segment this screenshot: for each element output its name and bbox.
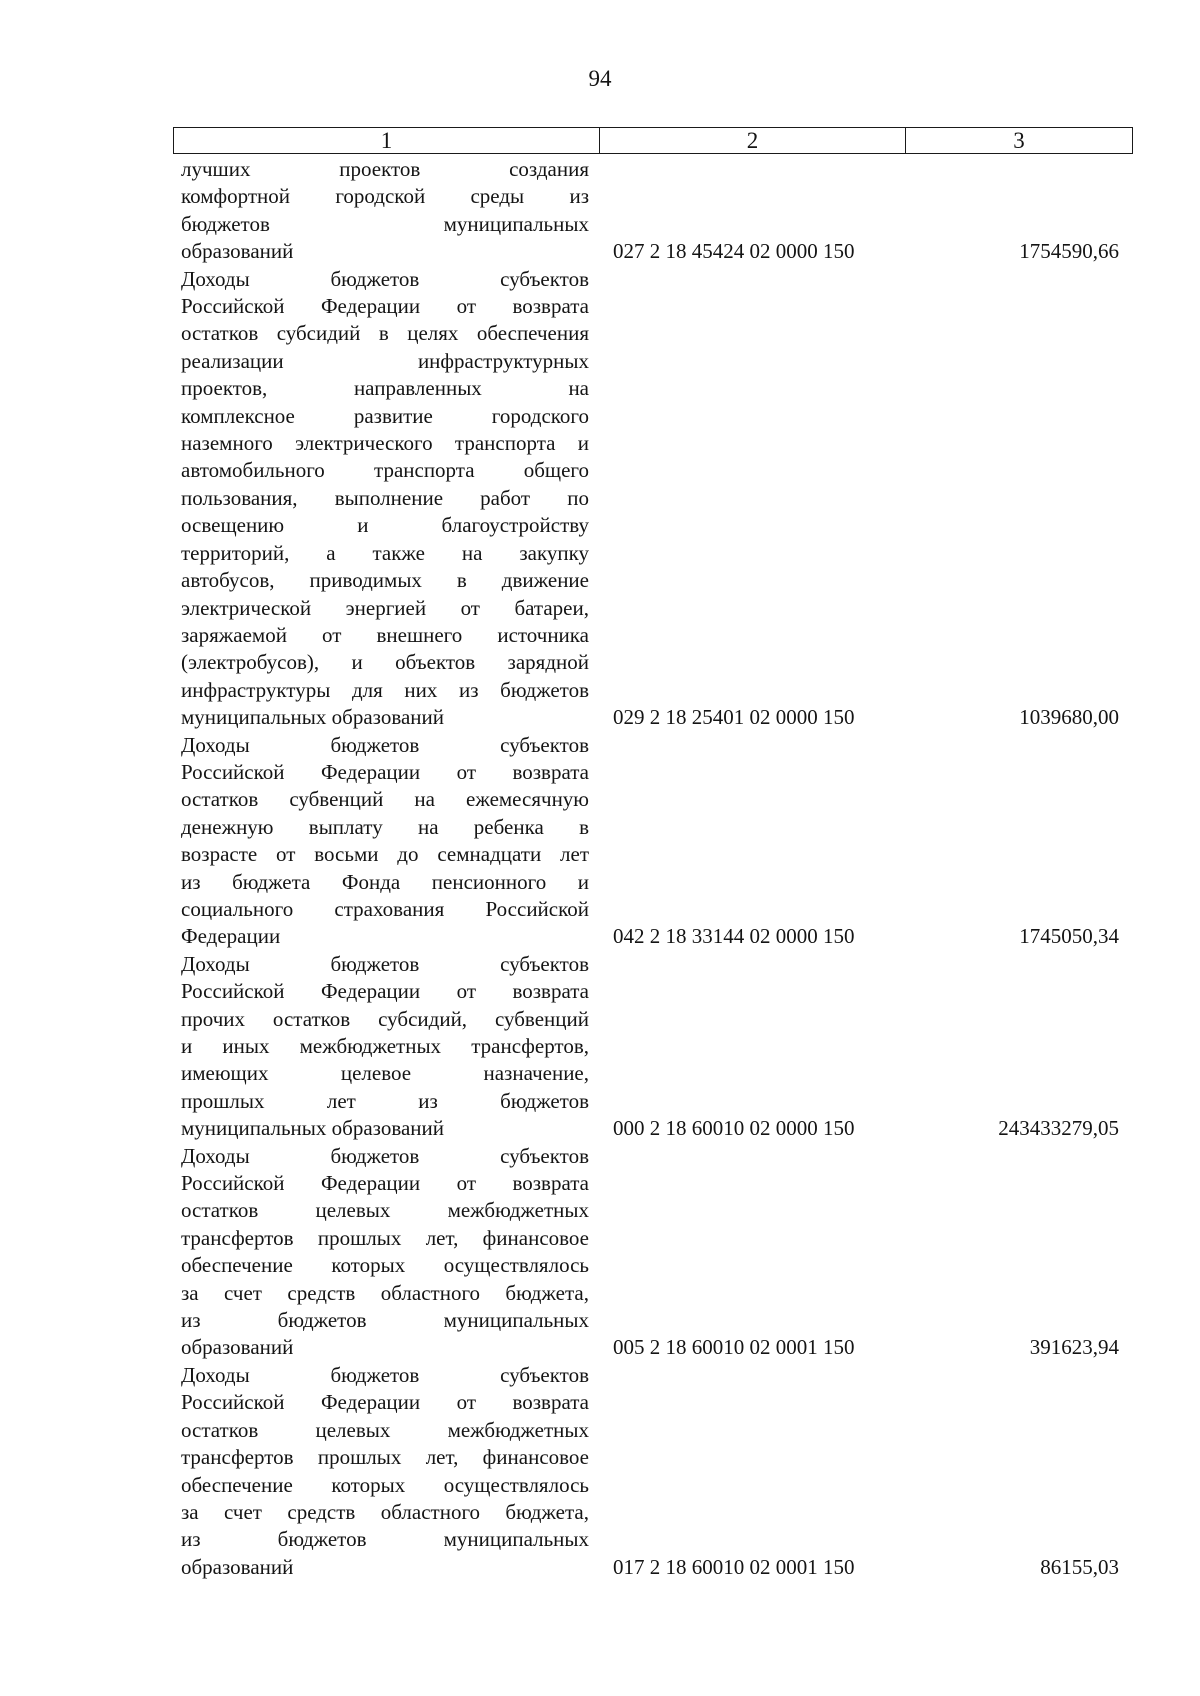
description-line: обеспечение которых осуществлялось xyxy=(181,1472,589,1497)
description-line: Доходы бюджетов субъектов xyxy=(181,1143,589,1168)
row-description xyxy=(181,732,589,951)
header-col-1: 1 xyxy=(174,128,600,153)
description-line: реализации инфраструктурных xyxy=(181,348,589,373)
description-line: (электробусов), и объектов зарядной xyxy=(181,650,589,675)
description-line: остатков целевых межбюджетных xyxy=(181,1198,589,1223)
amount-value: 391623,94 xyxy=(1029,1335,1119,1360)
description-line: трансфертов прошлых лет, финансовое xyxy=(181,1225,589,1250)
row-description xyxy=(181,1362,589,1581)
description-line: из бюджетов муниципальных xyxy=(181,1308,589,1333)
description-line: возрасте от восьми до семнадцати лет xyxy=(181,842,589,867)
description-line: Доходы бюджетов субъектов xyxy=(181,732,589,757)
amount-value: 1039680,00 xyxy=(1019,705,1119,730)
description-line: и иных межбюджетных трансфертов, xyxy=(181,1034,589,1058)
budget-code: 017 2 18 60010 02 0001 150 xyxy=(613,1554,855,1579)
description-line: обеспечение которых осуществлялось xyxy=(181,1253,589,1278)
description-line: наземного электрического транспорта и xyxy=(181,431,589,456)
description-line: Доходы бюджетов субъектов xyxy=(181,951,589,976)
table-row xyxy=(0,732,1200,951)
description-line: трансфертов прошлых лет, финансовое xyxy=(181,1445,589,1470)
description-line: Российской Федерации от возврата xyxy=(181,759,589,784)
description-line: автобусов, приводимых в движение xyxy=(181,568,589,593)
description-line: за счет средств областного бюджета, xyxy=(181,1499,589,1524)
row-description xyxy=(181,1143,589,1362)
description-line: социального страхования Российской xyxy=(181,896,589,921)
description-line: за счет средств областного бюджета, xyxy=(181,1280,589,1305)
description-line: прочих остатков субсидий, субвенций xyxy=(181,1006,589,1031)
description-line: Российской Федерации от возврата xyxy=(181,979,589,1004)
table-header xyxy=(173,127,1133,154)
description-line: муниципальных образований xyxy=(181,1116,444,1141)
table-body xyxy=(0,156,1200,1581)
amount-value: 243433279,05 xyxy=(998,1116,1119,1141)
description-line: образований xyxy=(181,239,294,264)
amount-value: 1745050,34 xyxy=(1019,924,1119,949)
description-line: пользования, выполнение работ по xyxy=(181,485,589,510)
description-line: Доходы бюджетов субъектов xyxy=(181,1362,589,1387)
description-line: Российской Федерации от возврата xyxy=(181,294,589,319)
table-row xyxy=(0,1143,1200,1362)
description-line: из бюджетов муниципальных xyxy=(181,1527,589,1552)
row-description xyxy=(181,266,589,732)
description-line: автомобильного транспорта общего xyxy=(181,458,589,483)
amount-value: 1754590,66 xyxy=(1019,239,1119,264)
description-line: Российской Федерации от возврата xyxy=(181,1171,589,1196)
description-line: остатков субвенций на ежемесячную xyxy=(181,787,589,812)
budget-code: 042 2 18 33144 02 0000 150 xyxy=(613,924,855,949)
table-row xyxy=(0,951,1200,1143)
description-line: территорий, а также на закупку xyxy=(181,540,589,565)
budget-code: 000 2 18 60010 02 0000 150 xyxy=(613,1116,855,1141)
budget-code: 029 2 18 25401 02 0000 150 xyxy=(613,705,855,730)
row-description xyxy=(181,951,589,1143)
budget-code: 027 2 18 45424 02 0000 150 xyxy=(613,239,855,264)
description-line: муниципальных образований xyxy=(181,705,444,730)
description-line: заряжаемой от внешнего источника xyxy=(181,622,589,647)
budget-code: 005 2 18 60010 02 0001 150 xyxy=(613,1335,855,1360)
description-line: освещению и благоустройству xyxy=(181,513,589,538)
description-line: денежную выплату на ребенка в xyxy=(181,814,589,839)
description-line: комфортной городской среды из xyxy=(181,184,589,209)
description-line: комплексное развитие городского xyxy=(181,403,589,428)
description-line: имеющих целевое назначение, xyxy=(181,1061,589,1086)
description-line: остатков субсидий в целях обеспечения xyxy=(181,321,589,346)
table-row xyxy=(0,266,1200,732)
header-col-2: 2 xyxy=(600,128,906,153)
header-col-3: 3 xyxy=(1013,128,1025,153)
description-line: из бюджета Фонда пенсионного и xyxy=(181,869,589,894)
description-line: Российской Федерации от возврата xyxy=(181,1390,589,1415)
amount-value: 86155,03 xyxy=(1040,1554,1119,1579)
description-line: остатков целевых межбюджетных xyxy=(181,1417,589,1442)
page-number: 94 xyxy=(588,66,612,91)
description-line: бюджетов муниципальных xyxy=(181,211,589,236)
description-line: образований xyxy=(181,1554,294,1579)
description-line: Федерации xyxy=(181,924,281,949)
description-line: электрической энергией от батареи, xyxy=(181,595,589,620)
table-row xyxy=(0,156,1200,266)
description-line: Доходы бюджетов субъектов xyxy=(181,266,589,291)
description-line: образований xyxy=(181,1335,294,1360)
description-line: проектов, направленных на xyxy=(181,376,589,401)
description-line: прошлых лет из бюджетов xyxy=(181,1088,589,1113)
row-description xyxy=(181,156,589,266)
table-row xyxy=(0,1362,1200,1581)
description-line: лучших проектов создания xyxy=(181,157,589,181)
description-line: инфраструктуры для них из бюджетов xyxy=(181,677,589,702)
